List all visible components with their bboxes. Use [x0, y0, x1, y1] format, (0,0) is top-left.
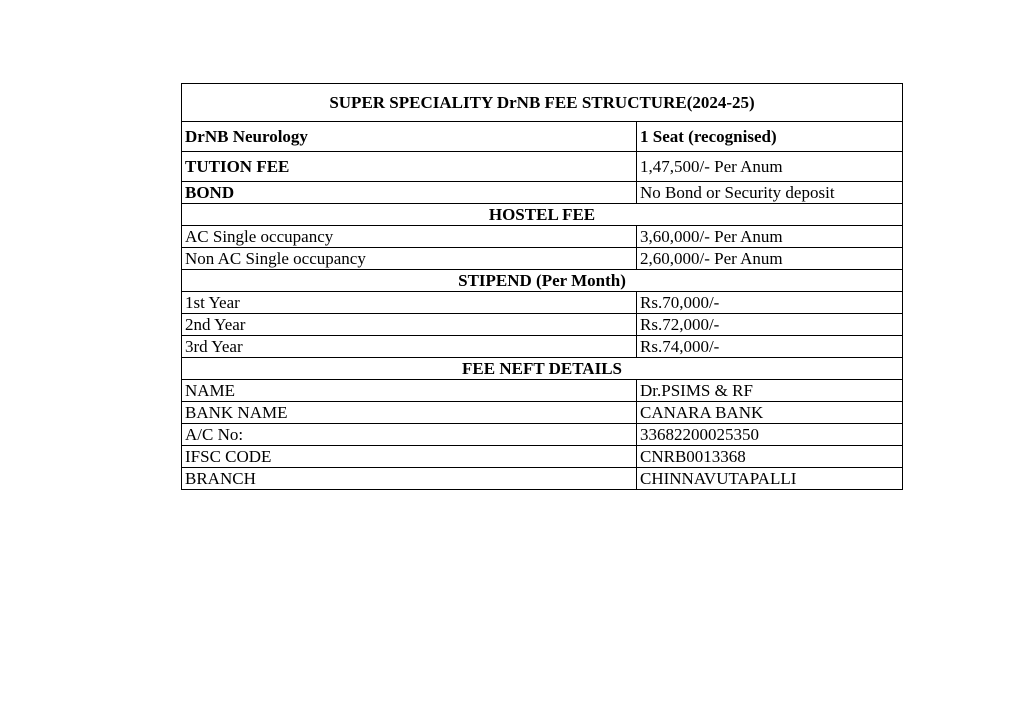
table-row — [182, 314, 903, 336]
hostel-option-value: 2,60,000/- Per Anum — [637, 248, 903, 270]
seat-count: 1 Seat (recognised) — [637, 122, 903, 152]
table-row — [182, 402, 903, 424]
neft-field-label: BRANCH — [182, 468, 637, 490]
neft-field-label: IFSC CODE — [182, 446, 637, 468]
bond-value: No Bond or Security deposit — [637, 182, 903, 204]
bond-label: BOND — [182, 182, 637, 204]
neft-field-label: A/C No: — [182, 424, 637, 446]
neft-field-value: CHINNAVUTAPALLI — [637, 468, 903, 490]
section-heading-row — [182, 358, 903, 380]
table-row — [182, 226, 903, 248]
hostel-option-label: Non AC Single occupancy — [182, 248, 637, 270]
neft-field-value: CANARA BANK — [637, 402, 903, 424]
table-row — [182, 292, 903, 314]
bond-row — [182, 182, 903, 204]
stipend-amount: Rs.72,000/- — [637, 314, 903, 336]
stipend-year-label: 3rd Year — [182, 336, 637, 358]
table-title: SUPER SPECIALITY DrNB FEE STRUCTURE(2024-25) — [182, 84, 903, 122]
course-name: DrNB Neurology — [182, 122, 637, 152]
hostel-option-value: 3,60,000/- Per Anum — [637, 226, 903, 248]
title-row — [182, 84, 903, 122]
stipend-amount: Rs.74,000/- — [637, 336, 903, 358]
table-row — [182, 468, 903, 490]
hostel-option-label: AC Single occupancy — [182, 226, 637, 248]
table-row — [182, 446, 903, 468]
hostel-fee-heading: HOSTEL FEE — [182, 204, 903, 226]
section-heading-row — [182, 270, 903, 292]
table-row — [182, 248, 903, 270]
tuition-label: TUTION FEE — [182, 152, 637, 182]
section-heading-row — [182, 204, 903, 226]
stipend-heading: STIPEND (Per Month) — [182, 270, 903, 292]
stipend-year-label: 2nd Year — [182, 314, 637, 336]
stipend-year-label: 1st Year — [182, 292, 637, 314]
course-header-row — [182, 122, 903, 152]
neft-field-label: BANK NAME — [182, 402, 637, 424]
neft-field-label: NAME — [182, 380, 637, 402]
neft-field-value: Dr.PSIMS & RF — [637, 380, 903, 402]
table-row — [182, 336, 903, 358]
stipend-amount: Rs.70,000/- — [637, 292, 903, 314]
table-row — [182, 424, 903, 446]
neft-details-heading: FEE NEFT DETAILS — [182, 358, 903, 380]
tuition-row — [182, 152, 903, 182]
neft-field-value: 33682200025350 — [637, 424, 903, 446]
fee-structure-table — [181, 83, 903, 490]
tuition-value: 1,47,500/- Per Anum — [637, 152, 903, 182]
table-row — [182, 380, 903, 402]
neft-field-value: CNRB0013368 — [637, 446, 903, 468]
